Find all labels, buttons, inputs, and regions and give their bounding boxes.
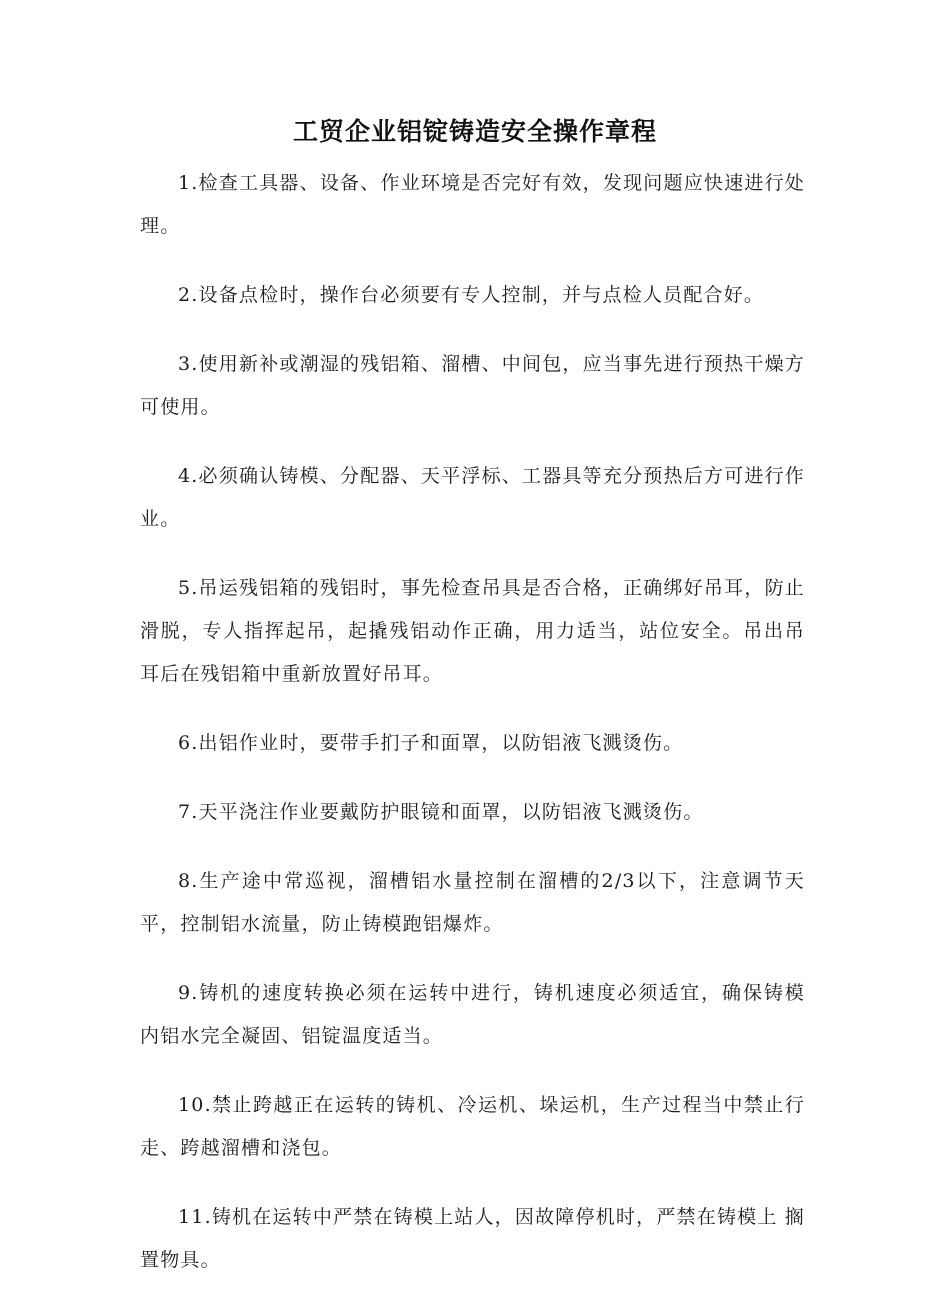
paragraph-3: 3.使用新补或潮湿的残铝箱、溜槽、中间包，应当事先进行预热干燥方可使用。 [140,353,805,418]
paragraph-5: 5.吊运残铝箱的残铝时，事先检查吊具是否合格，正确绑好吊耳，防止滑脱，专人指挥起吊，起撬残铝动作正确，用力适当，站位安全。吊出吊耳后在残铝箱中重新放置好吊耳。 [140,577,805,685]
paragraph-7: 7.天平浇注作业要戴防护眼镜和面罩，以防铝液飞溅烫伤。 [178,801,704,823]
document-title: 工贸企业铝锭铸造安全操作章程 [292,117,657,146]
document-body [140,162,805,1308]
paragraph-1: 1.检查工具器、设备、作业环境是否完好有效，发现问题应快速进行处理。 [140,172,805,237]
paragraph-6: 6.出铝作业时，要带手扪子和面罩，以防铝液飞溅烫伤。 [178,732,684,754]
paragraph-9: 9.铸机的速度转换必须在运转中进行，铸机速度必须适宜，确保铸模 内铝水完全凝固、铝锭温度适当。 [140,982,805,1047]
paragraph-2: 2.设备点检时，操作台必须要有专人控制，并与点检人员配合好。 [178,284,765,306]
paragraph-11: 11.铸机在运转中严禁在铸模上站人，因故障停机时，严禁在铸模上 搁置物具。 [140,1206,805,1271]
paragraph-10: 10.禁止跨越正在运转的铸机、冷运机、垛运机，生产过程当中禁止行走、跨越溜槽和浇包。 [140,1094,805,1159]
paragraph-8: 8.生产途中常巡视，溜槽铝水量控制在溜槽的2/3以下，注意调节天 平，控制铝水流量，防止铸模跑铝爆炸。 [140,870,805,935]
paragraph-4: 4.必须确认铸模、分配器、天平浮标、工器具等充分预热后方可进行作业。 [140,465,805,530]
